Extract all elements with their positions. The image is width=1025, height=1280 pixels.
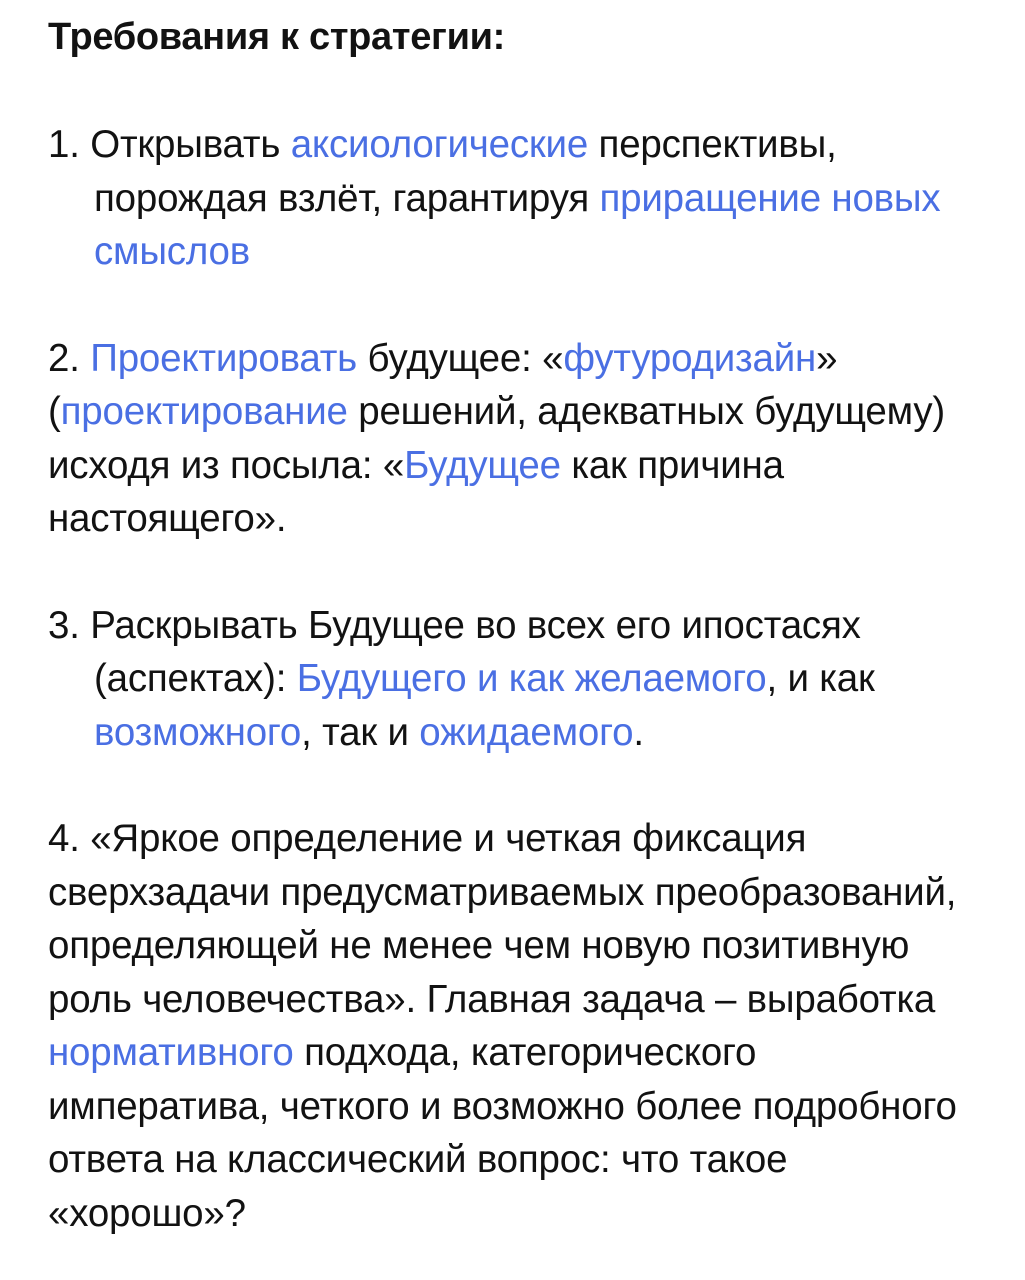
link-future[interactable]: Будущее [404, 443, 561, 487]
item-number: 4. [48, 817, 91, 860]
link-normative[interactable]: нормативного [48, 1031, 294, 1074]
link-axiological[interactable]: аксиологические [290, 123, 589, 166]
link-designing[interactable]: проектирование [60, 390, 348, 433]
item-text: Открывать [90, 123, 291, 166]
item-text: , и как [766, 657, 875, 700]
item-text: » ( [48, 336, 838, 433]
item-number: 3. [48, 603, 91, 647]
list-item-3 [48, 599, 977, 760]
item-text: «Яркое определение и четкая фиксация сверхзадачи предусматриваемых преобразований, определяющей не менее чем новую позитивную роль человечества». Главная задача – выработка [48, 817, 957, 1021]
item-text: . [633, 710, 644, 754]
list-item-2 [48, 332, 977, 546]
link-futurodesign[interactable]: футуродизайн [563, 336, 817, 380]
item-text: перспективы, порождая взлёт, гарантируя [94, 123, 837, 220]
link-desired-future[interactable]: Будущего и как желаемого [296, 657, 767, 700]
list-item-4 [48, 812, 977, 1240]
item-text: подхода, категорического императива, четкого и возможно более подробного ответа на классический вопрос: что такое «хорошо»? [48, 1031, 957, 1235]
list-item-1 [48, 118, 977, 279]
link-possible[interactable]: возможного [94, 710, 302, 754]
section-title: Требования к стратегии: [48, 16, 506, 58]
link-design[interactable]: Проектировать [90, 336, 358, 380]
link-expected[interactable]: ожидаемого [419, 710, 634, 754]
item-number: 2. [48, 336, 91, 380]
link-new-meanings[interactable]: приращение новых смыслов [94, 176, 941, 273]
item-text: , так и [301, 710, 420, 754]
item-number: 1. [48, 123, 91, 166]
item-text: будущее: « [357, 336, 564, 380]
item-text: решений, адекватных будущему) исходя из посыла: « [48, 390, 946, 487]
item-text: Раскрывать Будущее во всех его ипостасях (аспектах): [90, 603, 861, 700]
item-text: как причина настоящего». [48, 443, 784, 540]
